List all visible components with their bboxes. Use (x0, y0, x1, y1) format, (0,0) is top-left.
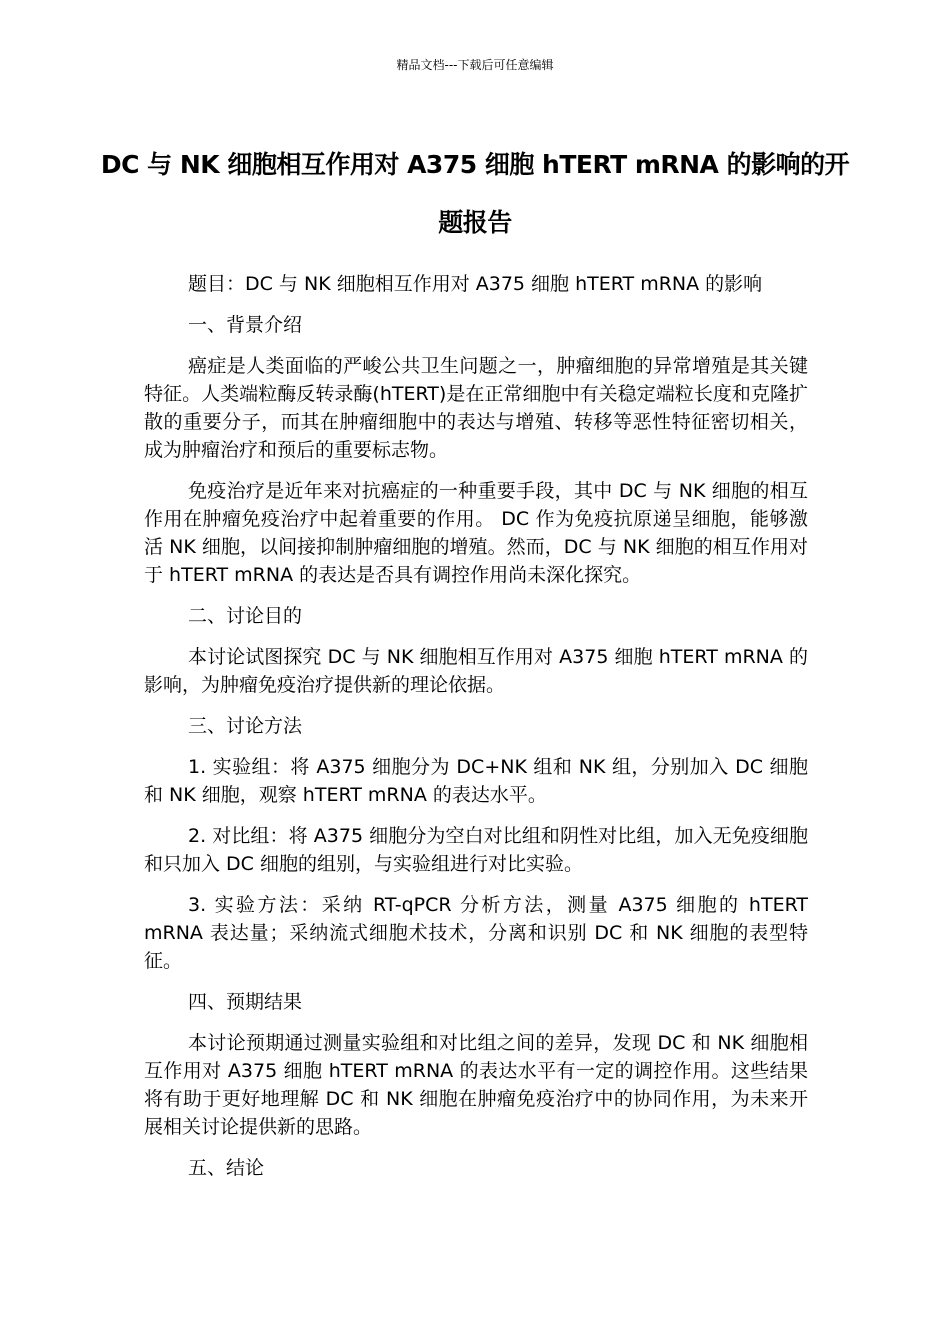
header-note: 精品文档---下载后可任意编辑 (396, 58, 554, 72)
document-title: DC 与 NK 细胞相互作用对 A375 细胞 hTERT mRNA 的影响的开题报告 (100, 150, 850, 237)
section-heading-conclusion: 五、结论 (188, 1157, 265, 1179)
method-item-2: 2. 对比组：将 A375 细胞分为空白对比组和阴性对比组，加入无免疫细胞和只加入 DC 细胞的组别，与实验组进行对比实验。 (144, 825, 808, 875)
section-heading-purpose: 二、讨论目的 (188, 605, 303, 627)
background-paragraph-1: 癌症是人类面临的严峻公共卫生问题之一，肿瘤细胞的异常增殖是其关键特征。人类端粒酶反转录酶(hTERT)是在正常细胞中有关稳定端粒长度和克隆扩散的重要分子，而其在肿瘤细胞中的表达与增殖、转移等恶性特征密切相关，成为肿瘤治疗和预后的重要标志物。 (144, 355, 808, 461)
section-heading-expected-results: 四、预期结果 (188, 991, 303, 1013)
document-body (144, 270, 808, 1195)
topic-line: 题目：DC 与 NK 细胞相互作用对 A375 细胞 hTERT mRNA 的影响 (188, 273, 763, 295)
background-paragraph-2: 免疫治疗是近年来对抗癌症的一种重要手段，其中 DC 与 NK 细胞的相互作用在肿瘤免疫治疗中起着重要的作用。 DC 作为免疫抗原递呈细胞，能够激活 NK 细胞，以间接抑制肿瘤细胞的增殖。然而，DC 与 NK 细胞的相互作用对于 hTERT mRNA 的表达是否具有调控作用尚未深化探究。 (144, 480, 808, 586)
purpose-paragraph: 本讨论试图探究 DC 与 NK 细胞相互作用对 A375 细胞 hTERT mRNA 的影响，为肿瘤免疫治疗提供新的理论依据。 (144, 646, 808, 696)
section-heading-methods: 三、讨论方法 (188, 715, 303, 737)
method-item-3: 3. 实验方法：采纳 RT-qPCR 分析方法，测量 A375 细胞的 hTERT mRNA 表达量；采纳流式细胞术技术，分离和识别 DC 和 NK 细胞的表型特征。 (144, 894, 808, 972)
section-heading-background: 一、背景介绍 (188, 314, 303, 336)
expected-results-paragraph: 本讨论预期通过测量实验组和对比组之间的差异，发现 DC 和 NK 细胞相互作用对 A375 细胞 hTERT mRNA 的表达水平有一定的调控作用。这些结果将有助于更好地理解 DC 和 NK 细胞在肿瘤免疫治疗中的协同作用，为未来开展相关讨论提供新的思路。 (144, 1032, 808, 1138)
method-item-1: 1. 实验组：将 A375 细胞分为 DC+NK 组和 NK 组，分别加入 DC 细胞和 NK 细胞，观察 hTERT mRNA 的表达水平。 (144, 756, 808, 806)
